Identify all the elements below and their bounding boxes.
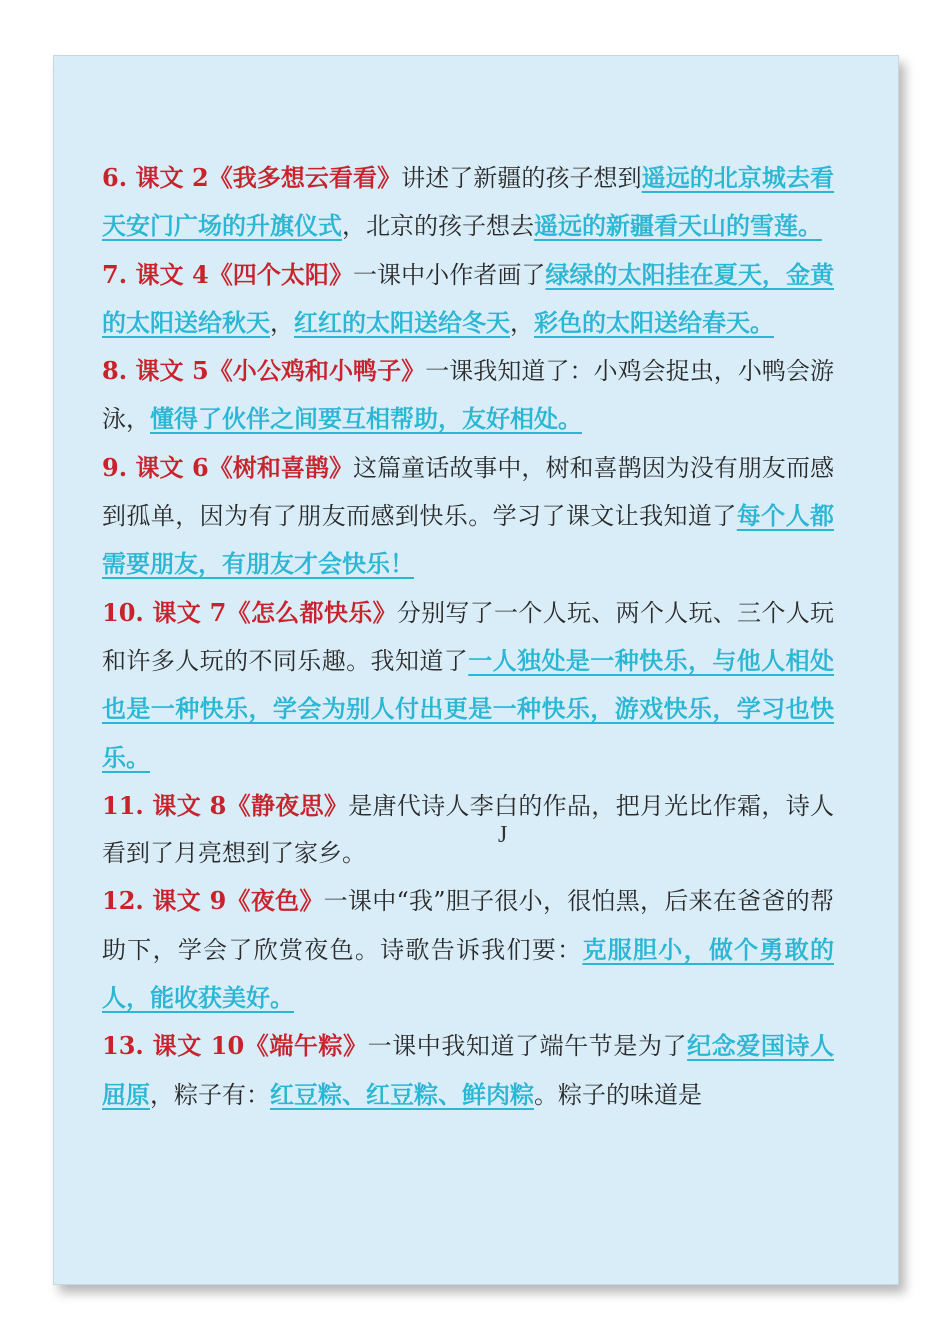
body-text: ，: [270, 308, 294, 337]
lesson-title: 9. 课文 6《树和喜鹊》: [102, 452, 354, 482]
lesson-title: 12. 课文 9《夜色》: [102, 886, 324, 916]
lesson-item: [102, 589, 834, 782]
answer-text: 遥远的新疆看天山的雪莲。: [534, 211, 822, 241]
lesson-title: 8. 课文 5《小公鸡和小鸭子》: [102, 356, 426, 386]
body-text: 是唐代诗人李白的作品，把月光比作霜，诗人看到了月亮想到了家乡。: [102, 791, 835, 868]
answer-text: 彩色的太阳送给春天。: [534, 307, 774, 337]
answer-text: 纪念爱国诗人屈原: [102, 1031, 835, 1109]
stray-mark: J: [498, 822, 508, 848]
worksheet-page: [53, 55, 899, 1285]
body-text: ，粽子有：: [150, 1080, 270, 1109]
answer-text: 一人独处是一种快乐，与他人相处也是一种快乐，学会为别人付出更是一种快乐，游戏快乐，学习也快乐。: [102, 645, 835, 772]
body-text: 一课中我知道了端午节是为了: [367, 1032, 688, 1061]
lesson-item: [102, 444, 834, 589]
lesson-title: 6. 课文 2《我多想云看看》: [102, 163, 402, 192]
body-text: 一课中小作者画了: [353, 260, 546, 289]
answer-text: 红红的太阳送给冬天: [294, 307, 510, 337]
lesson-item: [102, 347, 834, 444]
answer-text: 每个人都需要朋友，有朋友才会快乐！: [102, 501, 835, 579]
answer-text: 克服胆小，做个勇敢的人，能收获美好。: [102, 934, 835, 1013]
lesson-item: [102, 154, 834, 251]
body-text: 一课我知道了：小鸡会捉虫，小鸭会游泳，: [102, 357, 835, 434]
lesson-title: 13. 课文 10《端午粽》: [102, 1031, 368, 1061]
lesson-title: 11. 课文 8《静夜思》: [102, 790, 349, 820]
body-text: 。粽子的味道是: [534, 1080, 702, 1109]
body-text: ，北京的孩子想去: [342, 212, 534, 241]
lesson-title: 7. 课文 4《四个太阳》: [102, 259, 354, 289]
answer-text: 绿绿的太阳挂在夏天，金黄的太阳送给秋天: [102, 259, 835, 337]
body-text: 讲述了新疆的孩子想到: [401, 164, 642, 192]
answer-text: 红豆粽、红豆粽、鲜肉粽: [270, 1079, 534, 1109]
answer-text: 遥远的北京城去看天安门广场的升旗仪式: [102, 163, 835, 241]
answer-text: 懂得了伙伴之间要互相帮助，友好相处。: [150, 404, 582, 434]
body-text: 一课中“我”胆子很小，很怕黑，后来在爸爸的帮助下，学会了欣赏夜色。诗歌告诉我们要：: [102, 887, 834, 964]
lesson-item: [102, 877, 834, 1022]
lesson-item: [102, 251, 834, 348]
lesson-title: 10. 课文 7《怎么都快乐》: [102, 597, 397, 627]
worksheet-content: [102, 154, 834, 1119]
body-text: 分别写了一个人玩、两个人玩、三个人玩和许多人玩的不同乐趣。我知道了: [102, 598, 835, 675]
lesson-item: [102, 782, 834, 878]
body-text: 这篇童话故事中，树和喜鹊因为没有朋友而感到孤单，因为有了朋友而感到快乐。学习了课文让我知道了: [102, 453, 834, 531]
lesson-item: [102, 1022, 834, 1119]
body-text: ，: [510, 308, 534, 337]
